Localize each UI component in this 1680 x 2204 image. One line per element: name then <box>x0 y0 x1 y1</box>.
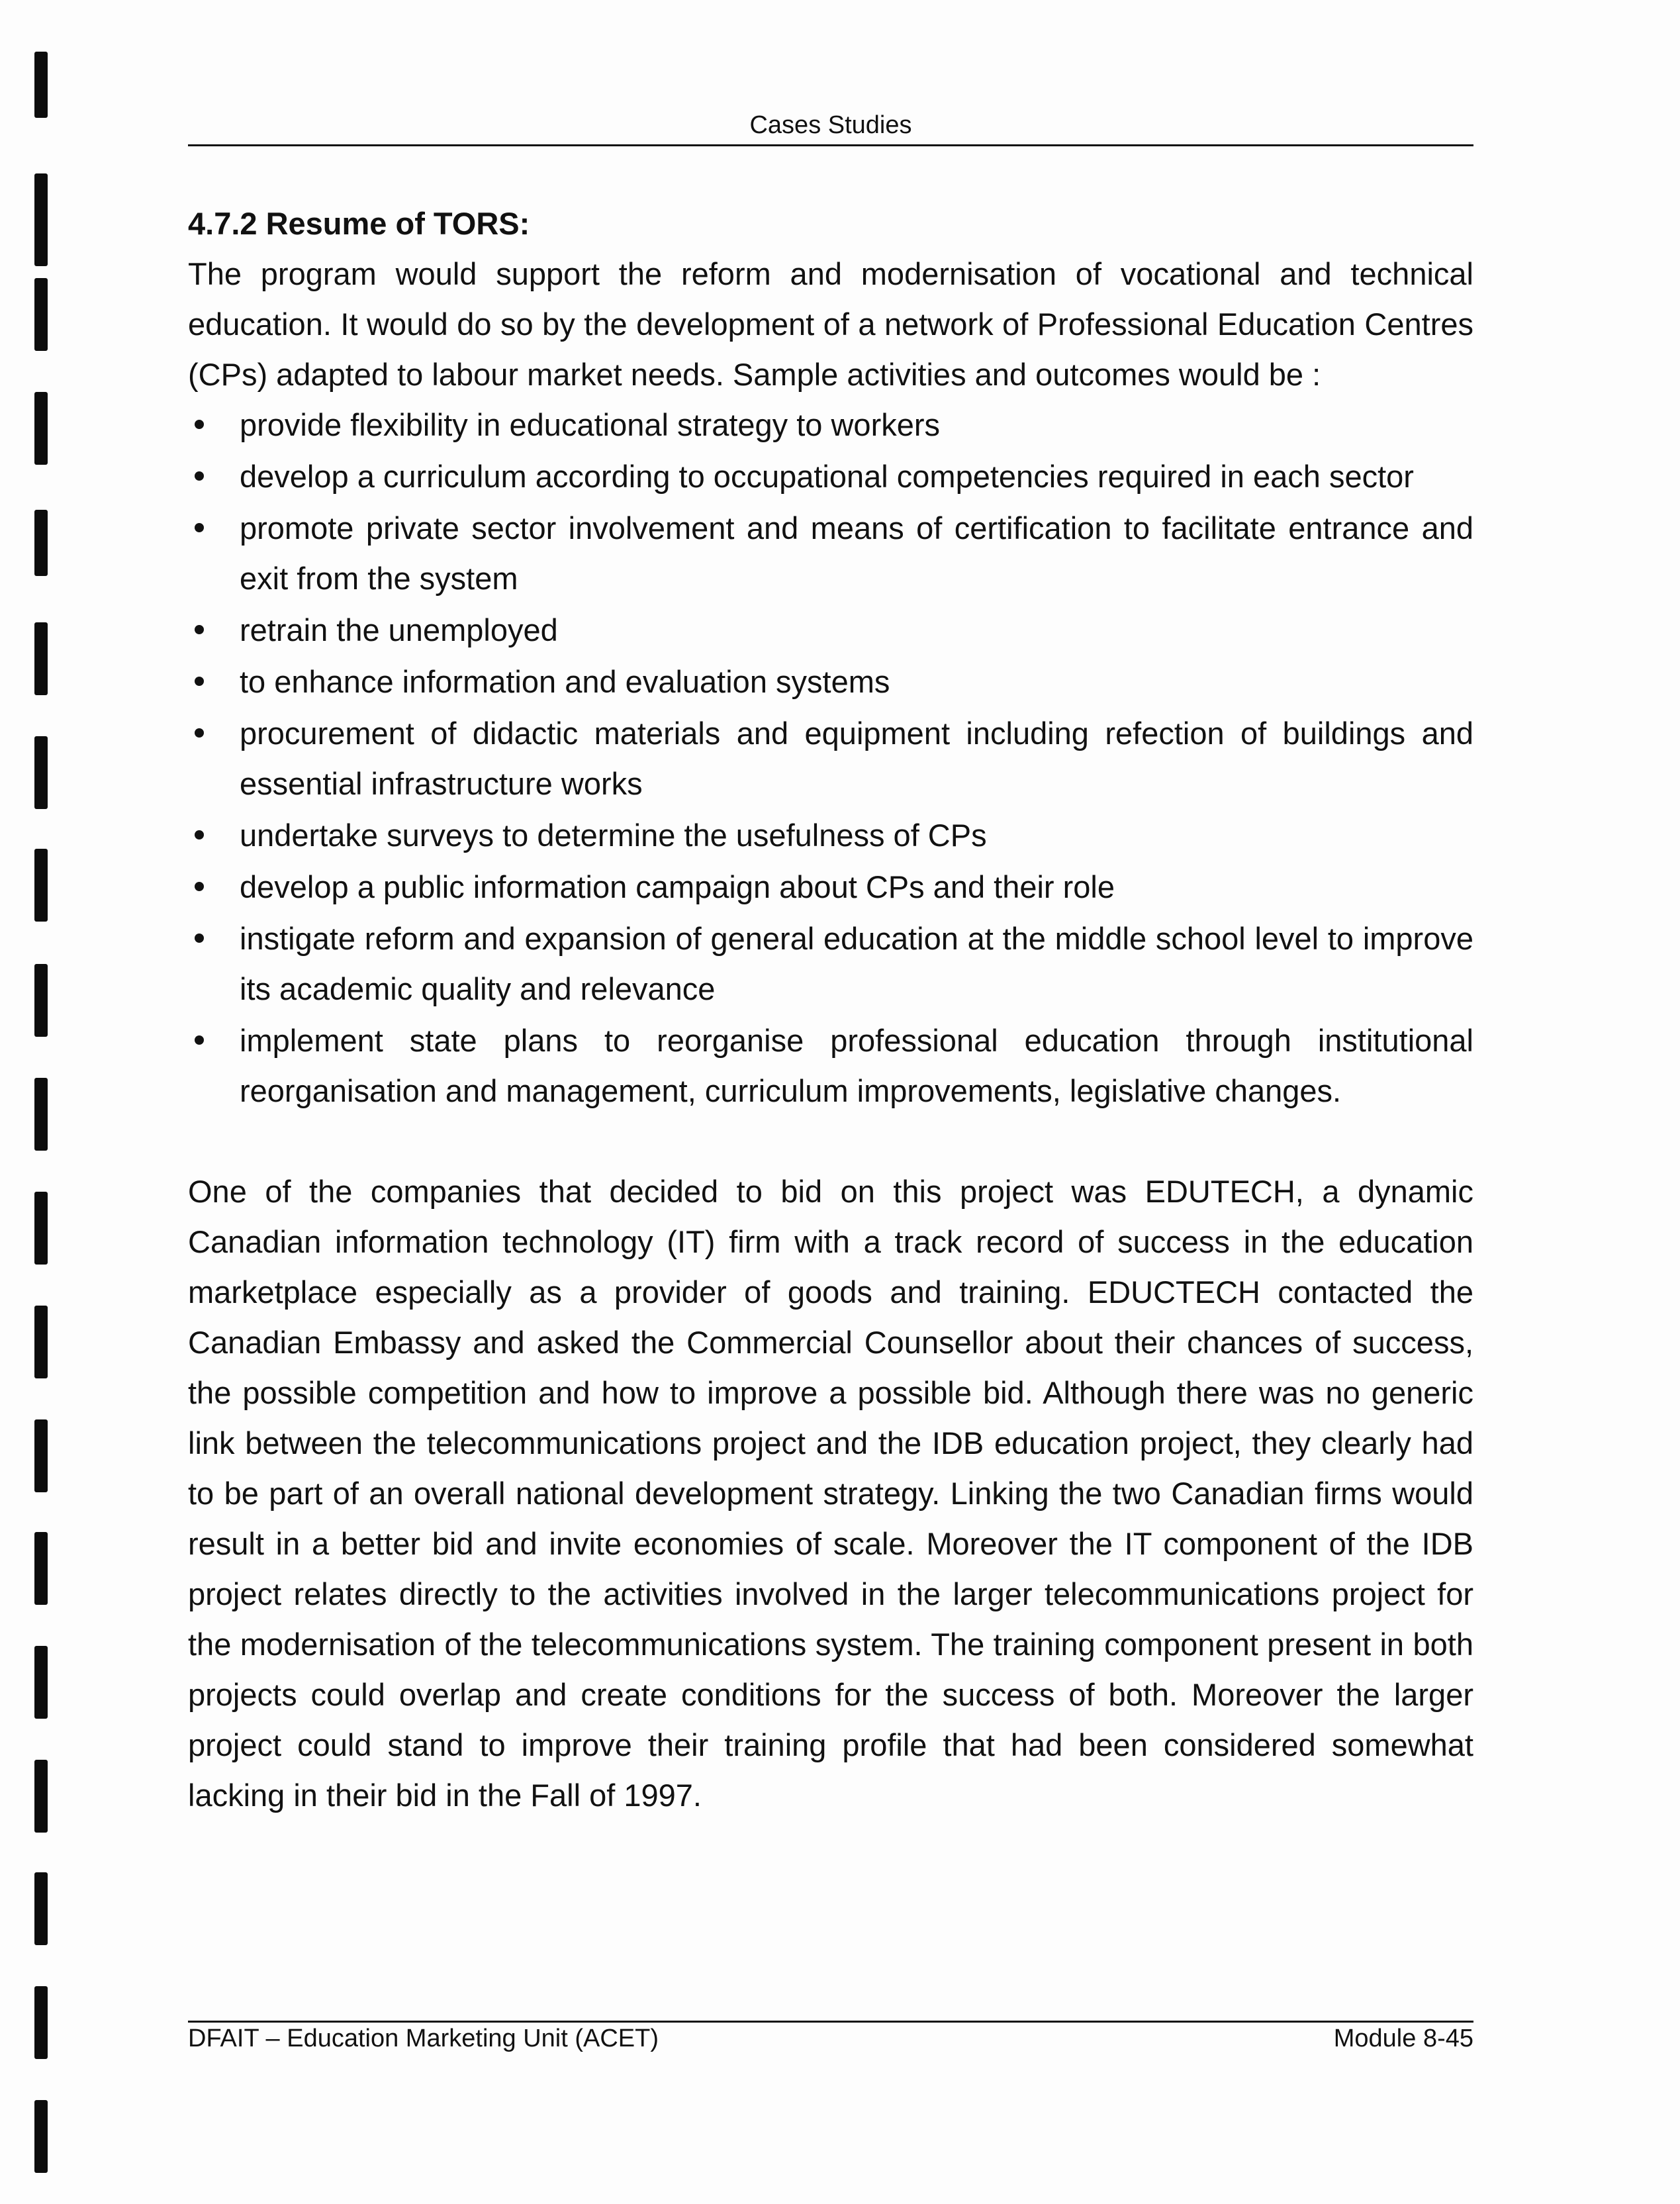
list-item <box>188 400 1473 450</box>
bullet-icon <box>195 934 204 943</box>
bullet-icon <box>195 882 204 891</box>
bullet-icon <box>195 420 204 429</box>
binder-mark <box>34 964 48 1037</box>
list-item <box>188 503 1473 604</box>
list-item-text: to enhance information and evaluation systems <box>240 664 890 699</box>
binder-mark <box>34 622 48 695</box>
body-paragraph: One of the companies that decided to bid on this project was EDUTECH, a dynamic Canadian information technology (IT) firm with a track record of success in the education marketplace especially as a provider of goods and training. EDUCTECH contacted the Canadian Embassy and asked the Commercial Counsellor about their chances of success, the possible competition and how to improve a possible bid. Although there was no generic link between the telecommunications project and the IDB education project, they clearly had to be part of an overall national development strategy. Linking the two Canadian firms would result in a better bid and invite economies of scale. Moreover the IT component of the IDB project relates directly to the activities involved in the larger telecommunications project for the modernisation of the telecommunications system. The training component present in both projects could overlap and create conditions for the success of both. Moreover the larger project could stand to improve their training profile that had been considered somewhat lacking in their bid in the Fall of 1997. <box>188 1174 1473 1813</box>
binder-mark <box>34 52 48 118</box>
running-header: Cases Studies <box>749 111 912 139</box>
bullet-icon <box>195 625 204 634</box>
binder-mark <box>34 1760 48 1833</box>
binder-mark <box>34 1306 48 1378</box>
list-item <box>188 657 1473 707</box>
list-item-text: develop a public information campaign about CPs and their role <box>240 869 1115 904</box>
section-heading: 4.7.2 Resume of TORS: <box>188 206 530 241</box>
list-item-text: promote private sector involvement and means of certification to facilitate entrance and exit from the system <box>240 510 1473 596</box>
binder-mark <box>34 1078 48 1151</box>
footer-publisher: DFAIT – Education Marketing Unit (ACET) <box>188 2025 659 2052</box>
list-item <box>188 605 1473 655</box>
list-item-text: instigate reform and expansion of general education at the middle school level to improve its academic quality and relevance <box>240 921 1473 1006</box>
header-divider <box>188 144 1473 146</box>
footer-page-number: Module 8-45 <box>1333 2025 1473 2052</box>
list-item <box>188 452 1473 502</box>
list-item-text: retrain the unemployed <box>240 612 558 647</box>
list-item-text: provide flexibility in educational strategy to workers <box>240 407 941 442</box>
binder-mark <box>34 510 48 576</box>
list-item-text: implement state plans to reorganise professional education through institutional reorganisation and management, curriculum improvements, legislative changes. <box>240 1023 1473 1108</box>
activities-list <box>188 400 1473 1116</box>
binder-mark <box>34 849 48 922</box>
bullet-icon <box>195 830 204 839</box>
list-item <box>188 862 1473 912</box>
list-item-text: procurement of didactic materials and equipment including refection of buildings and essential infrastructure works <box>240 716 1473 801</box>
main-content <box>188 199 1473 1821</box>
binder-mark <box>34 1532 48 1605</box>
list-item <box>188 1016 1473 1116</box>
binder-mark <box>34 1872 48 1945</box>
binder-mark <box>34 736 48 809</box>
binder-mark <box>34 1986 48 2059</box>
binder-mark <box>34 1646 48 1719</box>
binder-mark <box>34 173 48 266</box>
intro-paragraph: The program would support the reform and modernisation of vocational and technical education. It would do so by the development of a network of Professional Education Centres (CPs) adapted to labour market needs. Sample activities and outcomes would be : <box>188 256 1473 392</box>
list-item-text: develop a curriculum according to occupational competencies required in each sector <box>240 459 1414 494</box>
bullet-icon <box>195 471 204 481</box>
binder-mark <box>34 2100 48 2173</box>
list-item <box>188 914 1473 1014</box>
binder-mark <box>34 1419 48 1492</box>
footer-divider <box>188 2021 1473 2023</box>
list-item <box>188 708 1473 809</box>
bullet-icon <box>195 523 204 532</box>
bullet-icon <box>195 728 204 738</box>
binder-mark <box>34 1192 48 1265</box>
binder-mark <box>34 392 48 465</box>
list-item-text: undertake surveys to determine the usefulness of CPs <box>240 818 987 853</box>
binder-mark <box>34 278 48 351</box>
bullet-icon <box>195 1035 204 1045</box>
bullet-icon <box>195 677 204 686</box>
list-item <box>188 810 1473 861</box>
